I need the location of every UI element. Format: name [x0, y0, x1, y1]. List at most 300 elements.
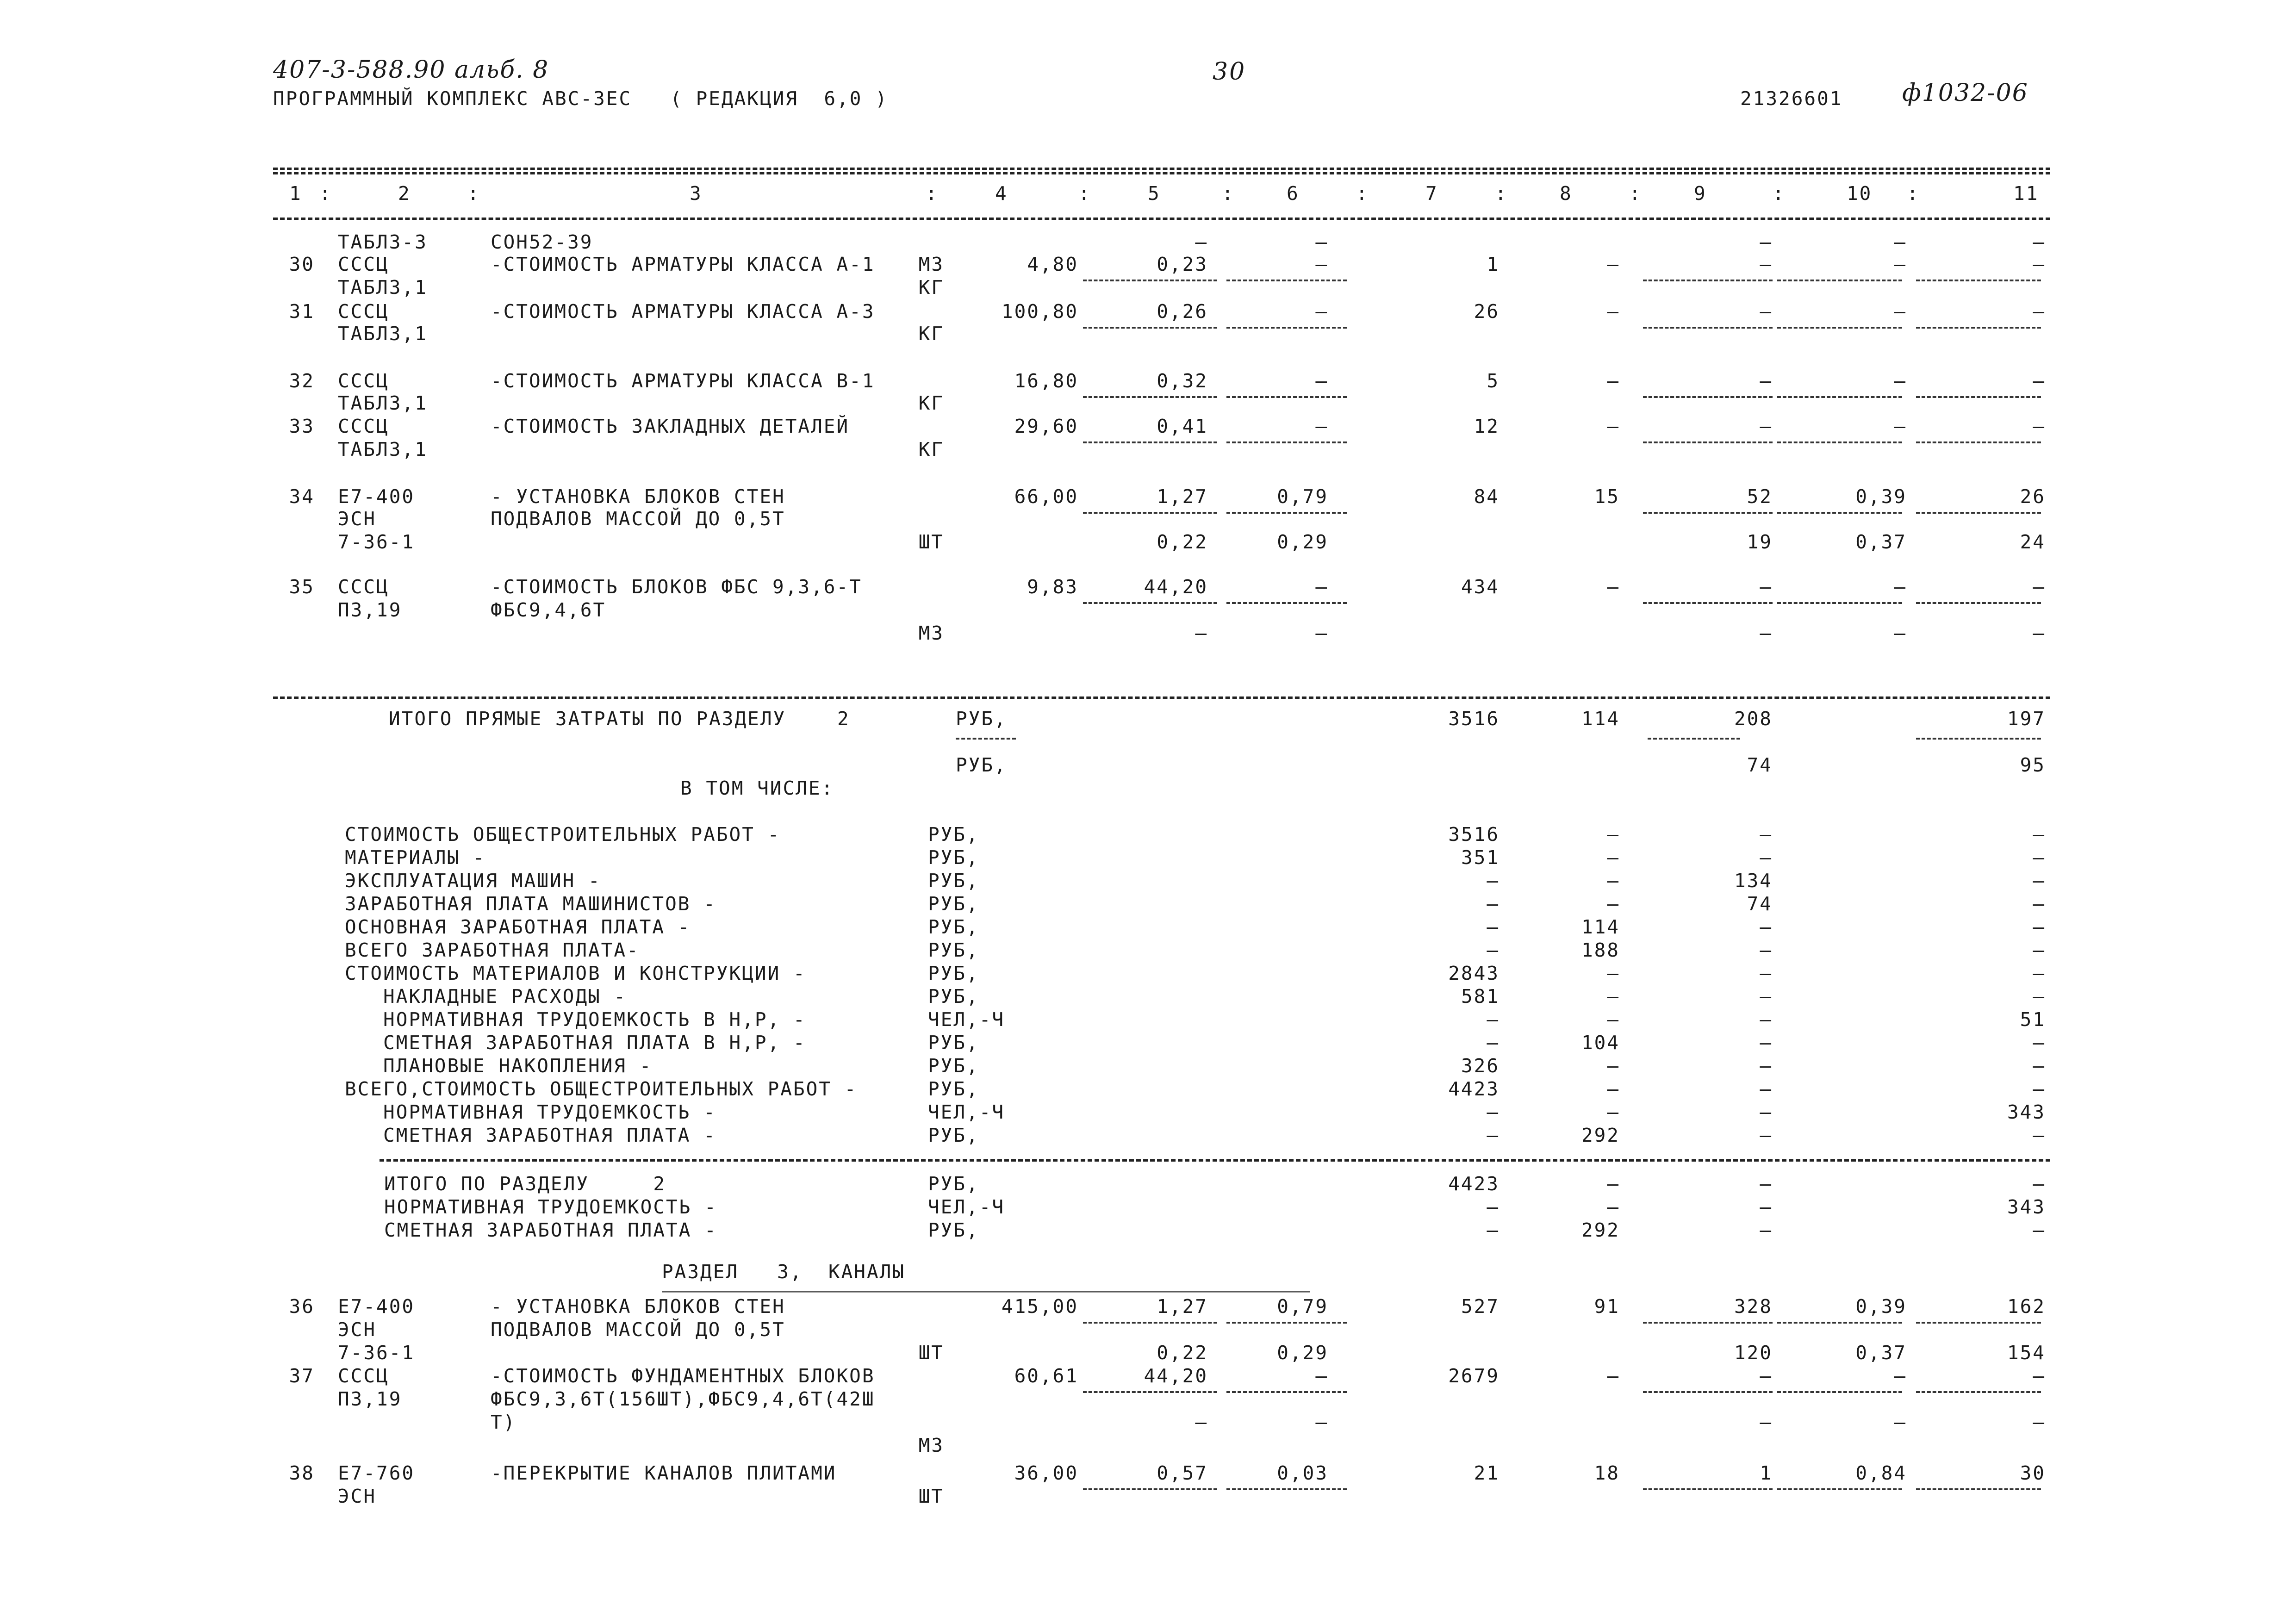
- itogo-direct-col11: 197: [2007, 708, 2046, 730]
- cell-unit: М3: [918, 253, 944, 275]
- section-2-end-rule: [273, 696, 2050, 699]
- column-separator: :: [319, 182, 332, 205]
- section-total-col11: 343: [2007, 1196, 2046, 1218]
- breakdown-col7: 3516: [1448, 823, 1500, 846]
- breakdown-col8: 104: [1581, 1032, 1620, 1054]
- cell-v5: 0,26: [1157, 300, 1208, 323]
- dash-rule: [1643, 1322, 1773, 1324]
- col9-dash: [1648, 738, 1740, 740]
- breakdown-col8: –: [1607, 1055, 1620, 1077]
- cell-v5: 0,22: [1157, 531, 1208, 553]
- cell-code: ЭСН: [338, 1318, 377, 1341]
- section-total-col9: –: [1760, 1219, 1773, 1241]
- breakdown-col9: 134: [1734, 870, 1773, 892]
- dash-rule: [1777, 280, 1902, 281]
- breakdown-unit: РУБ,: [928, 939, 979, 961]
- cell-no: 37: [289, 1365, 315, 1387]
- cell-v11: –: [2033, 576, 2046, 598]
- breakdown-col9: 74: [1747, 893, 1773, 915]
- cell-v9: –: [1760, 1411, 1773, 1433]
- breakdown-col9: –: [1760, 985, 1773, 1007]
- cell-code: СССЦ: [338, 370, 389, 392]
- breakdown-col11: –: [2033, 1055, 2046, 1077]
- cell-unit: ШТ: [918, 531, 944, 553]
- section-total-col8: –: [1607, 1173, 1620, 1195]
- cell-code: ТАБЛ3-3: [338, 231, 428, 253]
- cell-v6: –: [1315, 622, 1328, 644]
- breakdown-label: НОРМАТИВНАЯ ТРУДОЕМКОСТЬ В Н,Р, -: [345, 1008, 806, 1031]
- breakdown-col9: –: [1760, 1008, 1773, 1031]
- column-number-4: 4: [995, 182, 1008, 205]
- cell-no: 31: [289, 300, 315, 323]
- breakdown-unit: РУБ,: [928, 1124, 979, 1146]
- breakdown-col8: –: [1607, 1008, 1620, 1031]
- column-separator: :: [1629, 182, 1642, 205]
- cell-v10: –: [1894, 576, 1907, 598]
- dash-rule: [1083, 327, 1217, 329]
- cell-unit: КГ: [918, 276, 944, 298]
- cell-v7: 5: [1487, 370, 1500, 392]
- breakdown-label: ОСНОВНАЯ ЗАРАБОТНАЯ ПЛАТА -: [345, 916, 691, 938]
- dash-rule: [1083, 1488, 1217, 1490]
- col11-dash: [1916, 738, 2041, 740]
- cell-v9: –: [1760, 415, 1773, 437]
- cell-v10: –: [1894, 370, 1907, 392]
- breakdown-unit: РУБ,: [928, 893, 979, 915]
- cell-v10: 0,39: [1855, 1295, 1907, 1318]
- program-title: ПРОГРАММНЫЙ КОМПЛЕКС АВС-3ЕС ( РЕДАКЦИЯ 6,0 ): [273, 87, 888, 110]
- cell-code: 7-36-1: [338, 1342, 415, 1364]
- dash-rule: [1916, 280, 2041, 281]
- breakdown-unit: ЧЕЛ,-Ч: [928, 1101, 1005, 1123]
- cell-v11: 24: [2020, 531, 2046, 553]
- breakdown-col7: 4423: [1448, 1078, 1500, 1100]
- column-number-3: 3: [690, 182, 703, 205]
- breakdown-col8: 114: [1581, 916, 1620, 938]
- cell-v5: 0,41: [1157, 415, 1208, 437]
- breakdown-col11: –: [2033, 962, 2046, 984]
- cell-no: 33: [289, 415, 315, 437]
- cell-v8: –: [1607, 253, 1620, 275]
- cell-v11: –: [2033, 300, 2046, 323]
- itogo-direct-col8: 114: [1581, 708, 1620, 730]
- cell-v6: 0,79: [1277, 485, 1328, 508]
- cell-v6: 0,79: [1277, 1295, 1328, 1318]
- section-total-col8: –: [1607, 1196, 1620, 1218]
- cell-name: ПОДВАЛОВ МАССОЙ ДО 0,5Т: [491, 1318, 785, 1341]
- dash-rule: [1643, 396, 1773, 398]
- cell-v11: 162: [2007, 1295, 2046, 1318]
- cell-qty: 100,80: [1001, 300, 1078, 323]
- dash-rule: [1643, 442, 1773, 443]
- breakdown-label: МАТЕРИАЛЫ -: [345, 846, 486, 869]
- cell-v8: –: [1607, 415, 1620, 437]
- cell-code: Е7-400: [338, 485, 415, 508]
- dash-rule: [1643, 602, 1773, 604]
- section-3-underline: [662, 1291, 1310, 1293]
- dash-rule: [1643, 280, 1773, 281]
- breakdown-col7: –: [1487, 1008, 1500, 1031]
- dash-rule: [1916, 327, 2041, 329]
- dash-rule: [1777, 1488, 1902, 1490]
- column-separator: :: [1222, 182, 1235, 205]
- breakdown-col7: 2843: [1448, 962, 1500, 984]
- breakdown-label: НАКЛАДНЫЕ РАСХОДЫ -: [345, 985, 627, 1007]
- breakdown-col11: –: [2033, 1124, 2046, 1146]
- breakdown-unit: РУБ,: [928, 962, 979, 984]
- breakdown-label: СМЕТНАЯ ЗАРАБОТНАЯ ПЛАТА В Н,Р, -: [345, 1032, 806, 1054]
- cell-v10: 0,37: [1855, 531, 1907, 553]
- cell-v5: 44,20: [1144, 576, 1208, 598]
- breakdown-col11: –: [2033, 939, 2046, 961]
- breakdown-col9: –: [1760, 846, 1773, 869]
- breakdown-col11: –: [2033, 916, 2046, 938]
- column-number-6: 6: [1287, 182, 1300, 205]
- dash-rule: [1777, 512, 1902, 514]
- dash-rule: [1643, 1488, 1773, 1490]
- column-separator: :: [1907, 182, 1920, 205]
- dash-rule: [1643, 512, 1773, 514]
- dash-rule: [1083, 396, 1217, 398]
- cell-v7: 12: [1474, 415, 1500, 437]
- cell-code: ТАБЛ3,1: [338, 438, 428, 460]
- cell-v10: –: [1894, 622, 1907, 644]
- section-total-col9: –: [1760, 1196, 1773, 1218]
- breakdown-col11: –: [2033, 1078, 2046, 1100]
- cell-v9: 1: [1760, 1462, 1773, 1484]
- document-number: 21326601: [1740, 87, 1843, 110]
- breakdown-unit: РУБ,: [928, 1078, 979, 1100]
- breakdown-col11: 343: [2007, 1101, 2046, 1123]
- section-total-col11: –: [2033, 1219, 2046, 1241]
- cell-unit: М3: [918, 622, 944, 644]
- cell-v9: –: [1760, 576, 1773, 598]
- cell-v9: –: [1760, 622, 1773, 644]
- cell-no: 38: [289, 1462, 315, 1484]
- dash-rule: [1226, 280, 1347, 281]
- cell-v10: 0,39: [1855, 485, 1907, 508]
- cell-name: ФБС9,4,6Т: [491, 599, 606, 621]
- cell-code: СССЦ: [338, 1365, 389, 1387]
- breakdown-label: НОРМАТИВНАЯ ТРУДОЕМКОСТЬ -: [345, 1101, 716, 1123]
- cell-v9: –: [1760, 231, 1773, 253]
- cell-name: -СТОИМОСТЬ ЗАКЛАДНЫХ ДЕТАЛЕЙ: [491, 415, 850, 437]
- cell-code: СССЦ: [338, 300, 389, 323]
- dash-rule: [1226, 1391, 1347, 1393]
- cell-v9: 120: [1734, 1342, 1773, 1364]
- cell-v8: –: [1607, 576, 1620, 598]
- cell-v7: 1: [1487, 253, 1500, 275]
- cell-v11: –: [2033, 231, 2046, 253]
- cell-name: Т): [491, 1411, 516, 1433]
- cell-name: - УСТАНОВКА БЛОКОВ СТЕН: [491, 485, 785, 508]
- dash-rule: [1916, 602, 2041, 604]
- breakdown-col8: 292: [1581, 1124, 1620, 1146]
- breakdown-label: ВСЕГО ЗАРАБОТНАЯ ПЛАТА-: [345, 939, 640, 961]
- breakdown-col7: 326: [1461, 1055, 1500, 1077]
- dash-rule: [1777, 1391, 1902, 1393]
- cell-v6: –: [1315, 370, 1328, 392]
- breakdown-col8: –: [1607, 893, 1620, 915]
- itogo-direct-col11-b: 95: [2020, 754, 2046, 776]
- cell-v8: –: [1607, 1365, 1620, 1387]
- cell-v9: 19: [1747, 531, 1773, 553]
- breakdown-col8: –: [1607, 985, 1620, 1007]
- cell-v7: 527: [1461, 1295, 1500, 1318]
- breakdown-col7: 351: [1461, 846, 1500, 869]
- cell-v8: –: [1607, 370, 1620, 392]
- breakdown-col7: –: [1487, 939, 1500, 961]
- breakdown-col7: –: [1487, 1124, 1500, 1146]
- dash-rule: [1777, 442, 1902, 443]
- cell-name: -СТОИМОСТЬ БЛОКОВ ФБС 9,3,6-Т: [491, 576, 862, 598]
- unit-dash: [956, 738, 1016, 740]
- cell-name: -ПЕРЕКРЫТИЕ КАНАЛОВ ПЛИТАМИ: [491, 1462, 837, 1484]
- dash-rule: [1777, 396, 1902, 398]
- page-number: 30: [1213, 58, 1246, 86]
- dash-rule: [1226, 327, 1347, 329]
- cell-code: СССЦ: [338, 415, 389, 437]
- cell-qty: 415,00: [1001, 1295, 1078, 1318]
- itogo-direct-label: ИТОГО ПРЯМЫЕ ЗАТРАТЫ ПО РАЗДЕЛУ 2: [389, 708, 850, 730]
- cell-v10: –: [1894, 1411, 1907, 1433]
- dash-rule: [1226, 1488, 1347, 1490]
- breakdown-col7: –: [1487, 1101, 1500, 1123]
- cell-v9: –: [1760, 253, 1773, 275]
- breakdown-unit: РУБ,: [928, 985, 979, 1007]
- cell-name: ПОДВАЛОВ МАССОЙ ДО 0,5Т: [491, 508, 785, 530]
- breakdown-col9: –: [1760, 1078, 1773, 1100]
- dash-rule: [1226, 396, 1347, 398]
- cell-v5: –: [1195, 231, 1208, 253]
- breakdown-col9: –: [1760, 823, 1773, 846]
- breakdown-unit: ЧЕЛ,-Ч: [928, 1008, 1005, 1031]
- cell-v10: –: [1894, 231, 1907, 253]
- cell-v11: 154: [2007, 1342, 2046, 1364]
- cell-code: ТАБЛ3,1: [338, 323, 428, 345]
- cell-v8: 18: [1594, 1462, 1620, 1484]
- cell-v5: 0,57: [1157, 1462, 1208, 1484]
- breakdown-col8: –: [1607, 846, 1620, 869]
- cell-code: Е7-760: [338, 1462, 415, 1484]
- dash-rule: [1083, 1322, 1217, 1324]
- dash-rule: [1916, 1322, 2041, 1324]
- cell-v6: 0,29: [1277, 1342, 1328, 1364]
- cell-name: ФБС9,3,6Т(156ШТ),ФБС9,4,6Т(42Ш: [491, 1388, 875, 1410]
- dash-rule: [1916, 1488, 2041, 1490]
- cell-v9: 328: [1734, 1295, 1773, 1318]
- section-total-unit: РУБ,: [928, 1219, 979, 1241]
- column-separator: :: [1356, 182, 1369, 205]
- cell-v11: –: [2033, 622, 2046, 644]
- cell-v7: 84: [1474, 485, 1500, 508]
- dash-rule: [1226, 442, 1347, 443]
- column-number-1: 1: [289, 182, 302, 205]
- section-total-unit: ЧЕЛ,-Ч: [928, 1196, 1005, 1218]
- section-total-col7: –: [1487, 1219, 1500, 1241]
- cell-v9: –: [1760, 1365, 1773, 1387]
- dash-rule: [1916, 512, 2041, 514]
- cell-code: Е7-400: [338, 1295, 415, 1318]
- cell-v8: –: [1607, 300, 1620, 323]
- breakdown-col8: –: [1607, 962, 1620, 984]
- cell-v10: –: [1894, 1365, 1907, 1387]
- cell-code: П3,19: [338, 599, 402, 621]
- cell-code: СССЦ: [338, 253, 389, 275]
- cell-v6: 0,03: [1277, 1462, 1328, 1484]
- breakdown-col7: –: [1487, 870, 1500, 892]
- section-3-title: РАЗДЕЛ 3, КАНАЛЫ: [662, 1261, 905, 1283]
- breakdown-unit: РУБ,: [928, 916, 979, 938]
- cell-no: 36: [289, 1295, 315, 1318]
- cell-v11: –: [2033, 415, 2046, 437]
- column-separator: :: [1078, 182, 1091, 205]
- breakdown-col8: 188: [1581, 939, 1620, 961]
- project-code: 407-3-588.90 альб. 8: [273, 56, 549, 84]
- cell-v11: 30: [2020, 1462, 2046, 1484]
- cell-v10: 0,37: [1855, 1342, 1907, 1364]
- cell-v9: –: [1760, 370, 1773, 392]
- section-total-col7: –: [1487, 1196, 1500, 1218]
- cell-v8: 91: [1594, 1295, 1620, 1318]
- section-total-col7: 4423: [1448, 1173, 1500, 1195]
- cell-v11: –: [2033, 1365, 2046, 1387]
- dash-rule: [1916, 396, 2041, 398]
- cell-v6: –: [1315, 231, 1328, 253]
- section-total-col11: –: [2033, 1173, 2046, 1195]
- cell-unit: М3: [918, 1434, 944, 1456]
- dash-rule: [1916, 1391, 2041, 1393]
- cell-name: - УСТАНОВКА БЛОКОВ СТЕН: [491, 1295, 785, 1318]
- breakdown-col8: –: [1607, 823, 1620, 846]
- column-number-10: 10: [1847, 182, 1873, 205]
- cell-v11: –: [2033, 1411, 2046, 1433]
- dash-rule: [1226, 602, 1347, 604]
- cell-v10: –: [1894, 300, 1907, 323]
- cell-v5: 0,32: [1157, 370, 1208, 392]
- column-number-9: 9: [1694, 182, 1707, 205]
- breakdown-col7: –: [1487, 916, 1500, 938]
- cell-v6: –: [1315, 576, 1328, 598]
- cell-v10: –: [1894, 253, 1907, 275]
- breakdown-col11: 51: [2020, 1008, 2046, 1031]
- column-number-2: 2: [398, 182, 411, 205]
- cell-code: ТАБЛ3,1: [338, 392, 428, 414]
- cell-no: 34: [289, 485, 315, 508]
- in-that-number-heading: В ТОМ ЧИСЛЕ:: [680, 777, 834, 799]
- cell-unit: ШТ: [918, 1342, 944, 1364]
- top-rule-2: [273, 172, 2050, 174]
- breakdown-col7: –: [1487, 893, 1500, 915]
- cell-v5: 1,27: [1157, 1295, 1208, 1318]
- breakdown-col11: –: [2033, 1032, 2046, 1054]
- breakdown-label: ВСЕГО,СТОИМОСТЬ ОБЩЕСТРОИТЕЛЬНЫХ РАБОТ -: [345, 1078, 858, 1100]
- cell-name: -СТОИМОСТЬ ФУНДАМЕНТНЫХ БЛОКОВ: [491, 1365, 875, 1387]
- breakdown-unit: РУБ,: [928, 870, 979, 892]
- column-number-11: 11: [2013, 182, 2039, 205]
- cell-v5: –: [1195, 1411, 1208, 1433]
- breakdown-label: СТОИМОСТЬ ОБЩЕСТРОИТЕЛЬНЫХ РАБОТ -: [345, 823, 781, 846]
- breakdown-col9: –: [1760, 1101, 1773, 1123]
- dash-rule: [1083, 602, 1217, 604]
- cell-code: ЭСН: [338, 508, 377, 530]
- breakdown-col9: –: [1760, 916, 1773, 938]
- cell-v5: 0,22: [1157, 1342, 1208, 1364]
- breakdown-col11: –: [2033, 846, 2046, 869]
- section-total-label: СМЕТНАЯ ЗАРАБОТНАЯ ПЛАТА -: [384, 1219, 717, 1241]
- cell-qty: 36,00: [1014, 1462, 1078, 1484]
- cell-qty: 60,61: [1014, 1365, 1078, 1387]
- section-total-col8: 292: [1581, 1219, 1620, 1241]
- dash-rule: [1083, 442, 1217, 443]
- cell-v7: 26: [1474, 300, 1500, 323]
- column-separator: :: [1495, 182, 1508, 205]
- column-number-8: 8: [1560, 182, 1573, 205]
- breakdown-end-rule: [380, 1159, 2050, 1162]
- cell-v6: 0,29: [1277, 531, 1328, 553]
- top-rule-1: [273, 168, 2050, 170]
- column-separator: :: [1773, 182, 1786, 205]
- cell-code: ЭСН: [338, 1485, 377, 1507]
- itogo-direct-col9-b: 74: [1747, 754, 1773, 776]
- cell-qty: 66,00: [1014, 485, 1078, 508]
- cell-v6: –: [1315, 300, 1328, 323]
- itogo-direct-unit: РУБ,: [956, 708, 1007, 730]
- cell-v5: 44,20: [1144, 1365, 1208, 1387]
- dash-rule: [1777, 327, 1902, 329]
- cell-v8: 15: [1594, 485, 1620, 508]
- cell-unit: КГ: [918, 392, 944, 414]
- breakdown-col9: –: [1760, 939, 1773, 961]
- cell-v10: –: [1894, 415, 1907, 437]
- column-separator: :: [926, 182, 939, 205]
- cell-v6: –: [1315, 1411, 1328, 1433]
- breakdown-label: СТОИМОСТЬ МАТЕРИАЛОВ И КОНСТРУКЦИИ -: [345, 962, 806, 984]
- breakdown-col7: 581: [1461, 985, 1500, 1007]
- cell-code: 7-36-1: [338, 531, 415, 553]
- cell-code: ТАБЛ3,1: [338, 276, 428, 298]
- cell-v7: 434: [1461, 576, 1500, 598]
- itogo-direct-col9: 208: [1734, 708, 1773, 730]
- cell-code: П3,19: [338, 1388, 402, 1410]
- breakdown-col9: –: [1760, 1124, 1773, 1146]
- cell-qty: 16,80: [1014, 370, 1078, 392]
- cell-no: 32: [289, 370, 315, 392]
- breakdown-label: ЭКСПЛУАТАЦИЯ МАШИН -: [345, 870, 601, 892]
- cell-name: -СТОИМОСТЬ АРМАТУРЫ КЛАССА А-1: [491, 253, 875, 275]
- breakdown-label: СМЕТНАЯ ЗАРАБОТНАЯ ПЛАТА -: [345, 1124, 716, 1146]
- dash-rule: [1083, 512, 1217, 514]
- breakdown-col9: –: [1760, 1055, 1773, 1077]
- cell-v7: 2679: [1448, 1365, 1500, 1387]
- handwritten-stamp: ф1032-06: [1902, 79, 2028, 107]
- cell-v7: 21: [1474, 1462, 1500, 1484]
- dash-rule: [1083, 1391, 1217, 1393]
- section-total-col9: –: [1760, 1173, 1773, 1195]
- dash-rule: [1226, 512, 1347, 514]
- dash-rule: [1777, 1322, 1902, 1324]
- breakdown-col11: –: [2033, 870, 2046, 892]
- column-number-7: 7: [1425, 182, 1438, 205]
- breakdown-col11: –: [2033, 823, 2046, 846]
- itogo-direct-unit-2: РУБ,: [956, 754, 1007, 776]
- cell-v6: –: [1315, 415, 1328, 437]
- dash-rule: [1916, 442, 2041, 443]
- breakdown-col11: –: [2033, 893, 2046, 915]
- breakdown-unit: РУБ,: [928, 1055, 979, 1077]
- column-number-5: 5: [1148, 182, 1161, 205]
- cell-v6: –: [1315, 1365, 1328, 1387]
